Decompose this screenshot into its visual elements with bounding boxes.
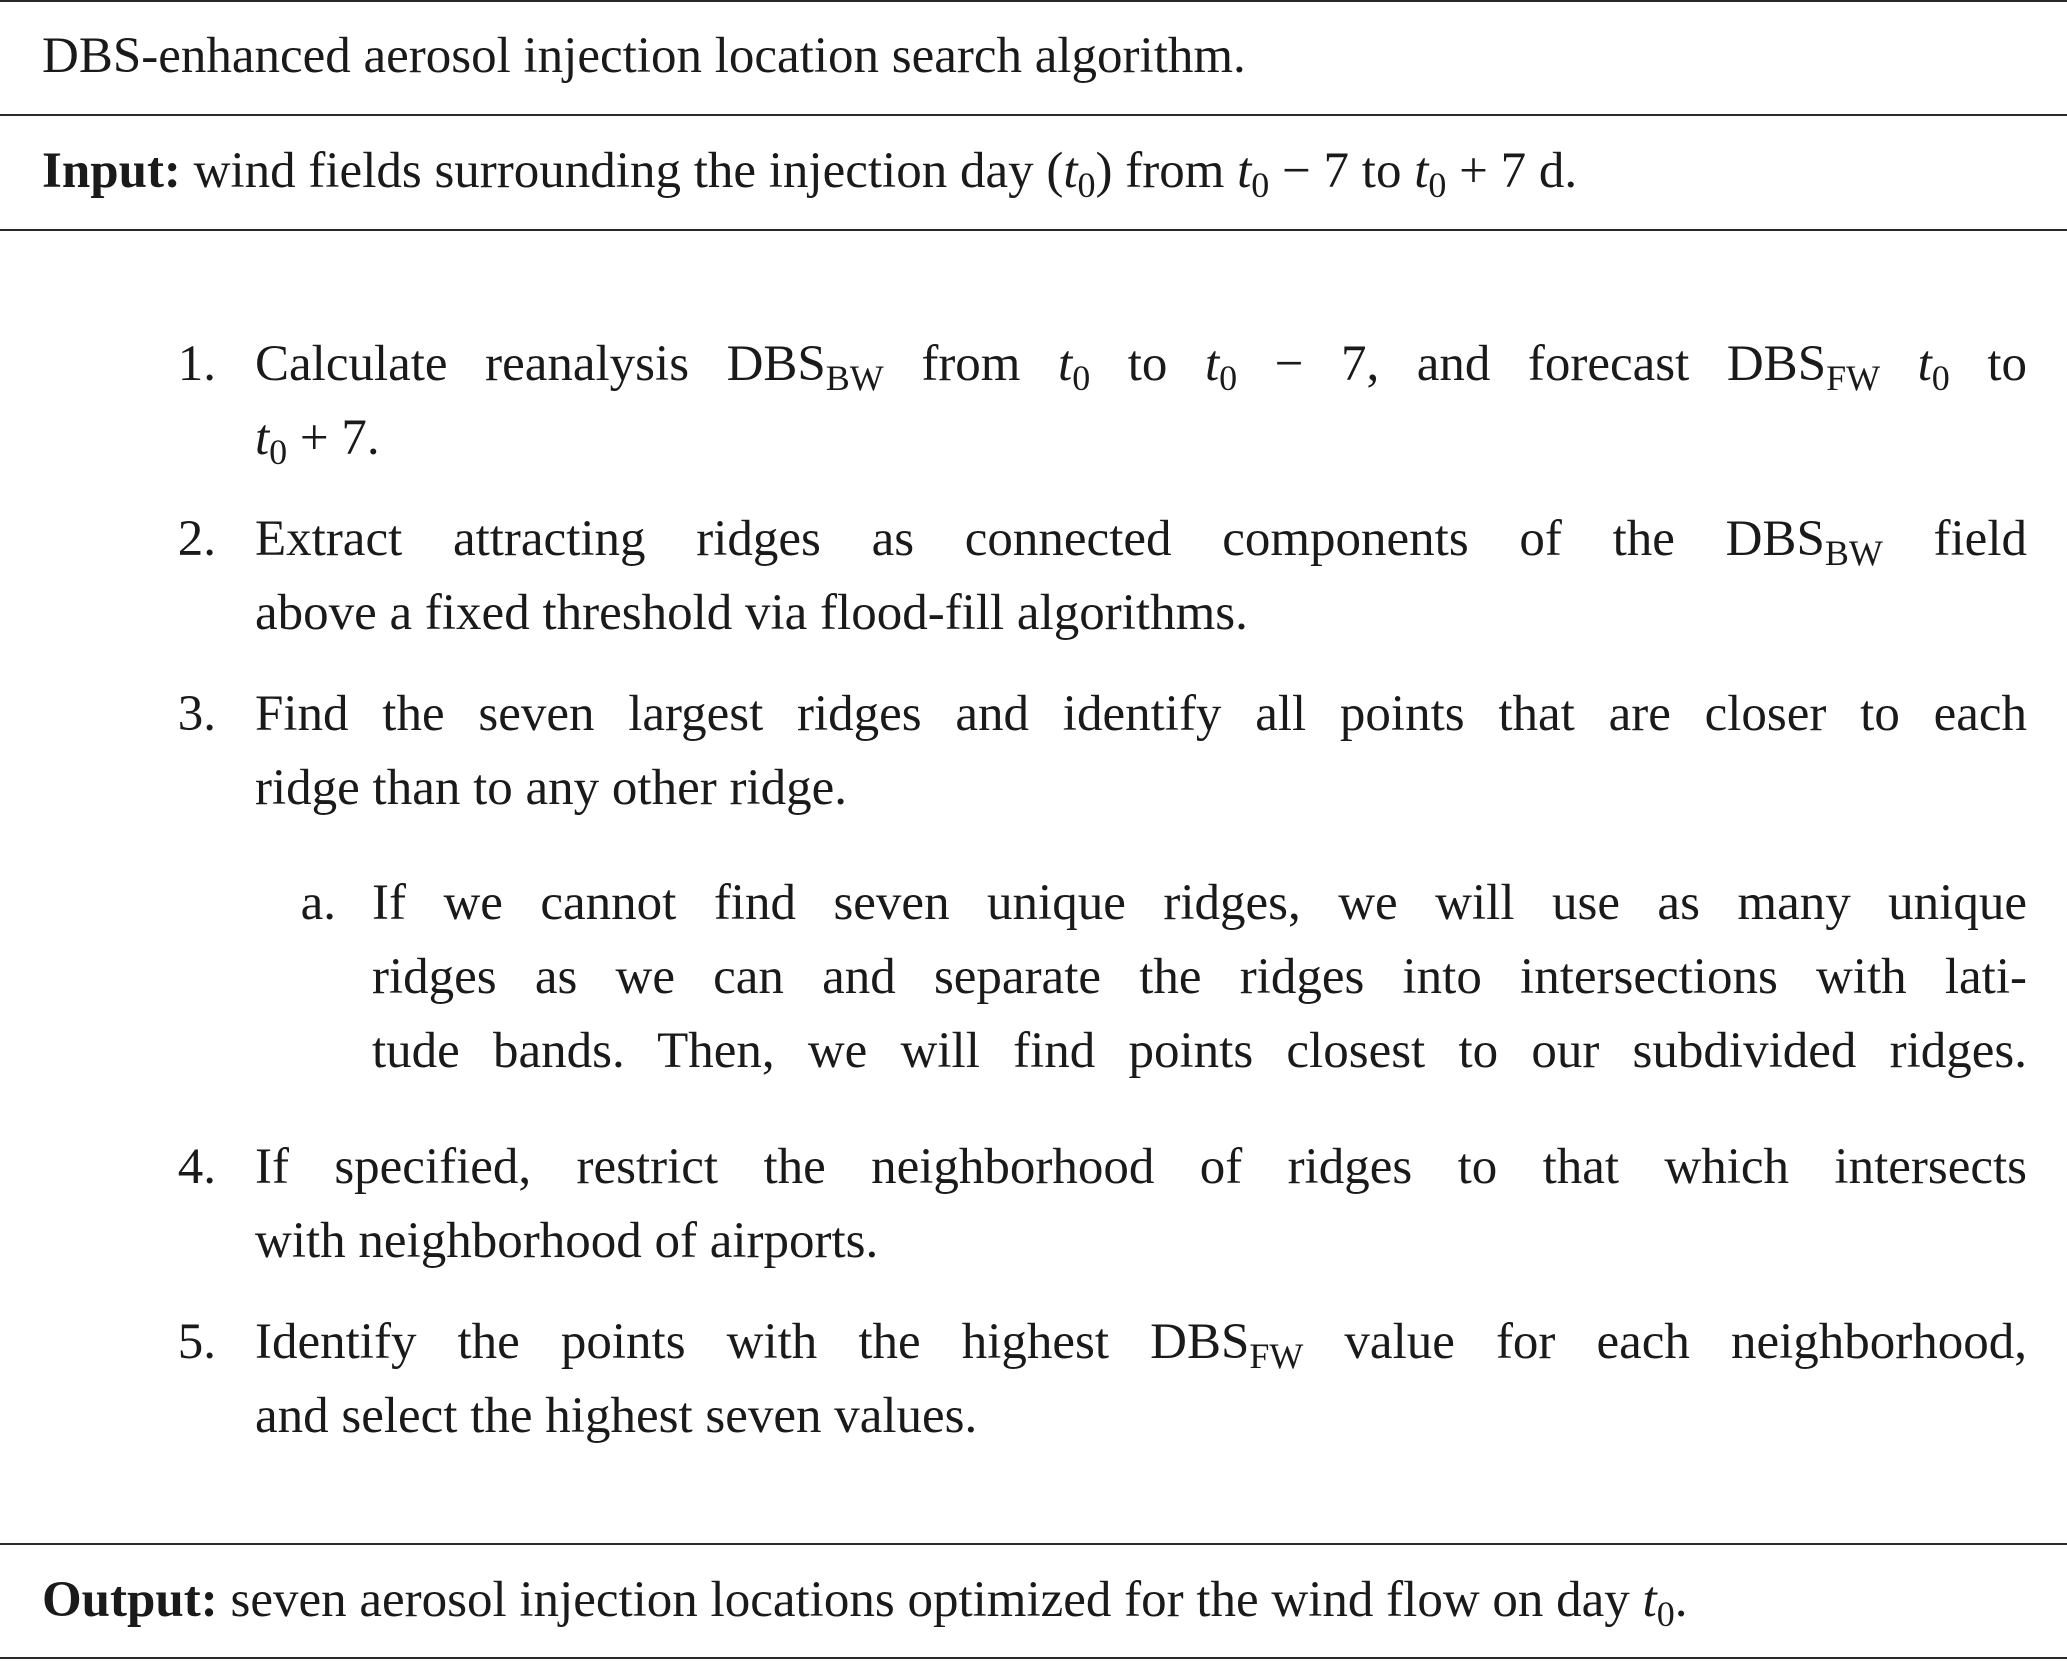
output-label: Output: — [42, 1572, 218, 1628]
step-5-number: 5. — [177, 1314, 216, 1370]
step-4-number: 4. — [177, 1139, 216, 1195]
input-label: Input: — [42, 143, 181, 199]
step-2-line-1: Extract attracting ridges as connected components of the $DBS_{BW}$ field — [255, 511, 2027, 573]
input-line: Input: wind fields surrounding the injection day $(t_0)$ from $t_0 - 7$ to $t_0 + 7$ d. — [42, 143, 1578, 205]
step-4-line-2: with neighborhood of airports. — [255, 1213, 879, 1269]
output-top-rule — [0, 1543, 2067, 1545]
output-line: Output: seven aerosol injection locations optimized for the wind flow on day $t_0$. — [42, 1572, 1688, 1634]
step-3-line-1: Find the seven largest ridges and identify all points that are closer to each — [255, 686, 2027, 742]
substep-a-line-2: ridges as we can and separate the ridges into intersections with lati- — [372, 949, 2027, 1005]
step-3-line-2: ridge than to any other ridge. — [255, 760, 847, 816]
substep-a-letter: a. — [300, 875, 336, 931]
input-rule — [0, 229, 2067, 231]
step-4-line-1: If specified, restrict the neighborhood of ridges to that which intersects — [255, 1139, 2027, 1195]
step-5-line-1: Identify the points with the highest $DBS_{FW}$ value for each neighborhood, — [255, 1314, 2027, 1376]
step-1-number: 1. — [177, 336, 216, 392]
step-5-line-2: and select the highest seven values. — [255, 1388, 978, 1444]
bottom-rule — [0, 1657, 2067, 1659]
step-2-number: 2. — [177, 511, 216, 567]
substep-a-line-1: If we cannot find seven unique ridges, we will use as many unique — [372, 875, 2027, 931]
algorithm-caption: DBS-enhanced aerosol injection location search algorithm. — [42, 28, 1246, 84]
substep-a-line-3: tude bands. Then, we will find points closest to our subdivided ridges. — [372, 1023, 2027, 1079]
caption-rule — [0, 114, 2067, 116]
top-rule — [0, 0, 2067, 2]
step-1-line-2: $t_0 + 7$. — [255, 410, 380, 472]
step-2-line-2: above a fixed threshold via flood-fill algorithms. — [255, 585, 1248, 641]
step-1-line-1: Calculate reanalysis $DBS_{BW}$ from $t_0$ to $t_0 - 7$, and forecast $DBS_{FW}$ $t_0$ to — [255, 336, 2027, 398]
step-3-number: 3. — [177, 686, 216, 742]
